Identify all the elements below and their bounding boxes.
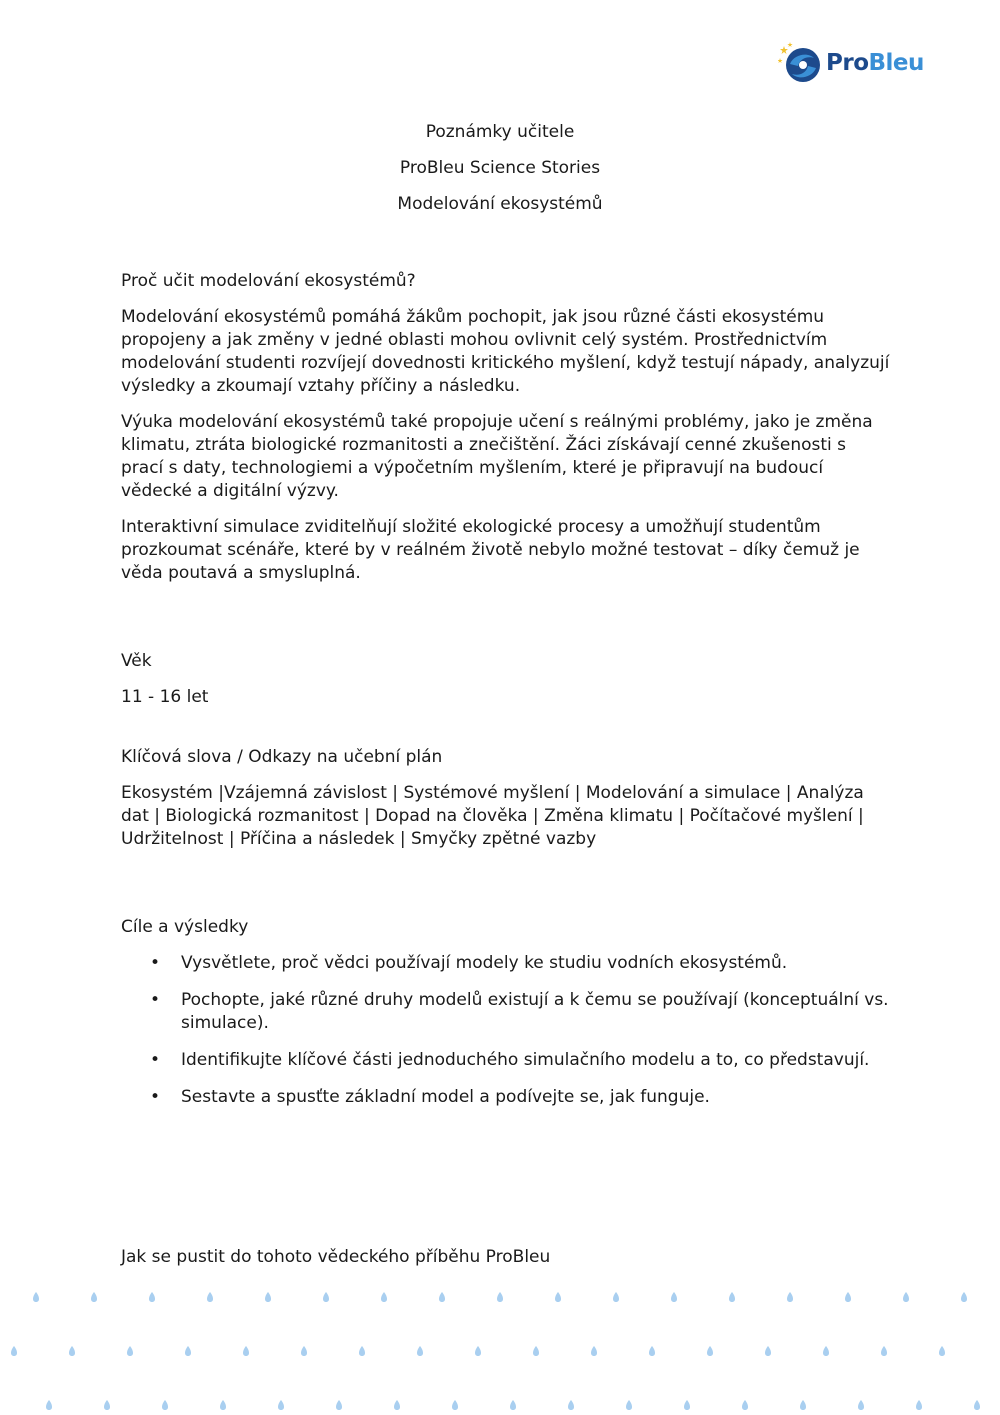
- age-heading: Věk: [121, 651, 152, 671]
- water-drop-icon: [742, 1400, 748, 1410]
- why-heading: Proč učit modelování ekosystémů?: [121, 271, 416, 291]
- water-drop-icon: [301, 1346, 307, 1356]
- water-drop-icon: [729, 1292, 735, 1302]
- water-drop-icon: [939, 1346, 945, 1356]
- why-paragraph-3: Interaktivní simulace zviditelňují složité ekologické procesy a umožňují studentům prozkoumat scénáře, které by v reálném životě nebylo možné testovat – díky čemuž je věda poutavá a smysluplná.: [121, 517, 860, 583]
- water-drop-icon: [33, 1292, 39, 1302]
- water-drop-icon: [684, 1400, 690, 1410]
- water-drop-icon: [381, 1292, 387, 1302]
- document-titles: [0, 119, 1000, 227]
- probleu-logo-text: ProBleu: [826, 50, 924, 76]
- water-drop-icon: [91, 1292, 97, 1302]
- water-drop-icon: [452, 1400, 458, 1410]
- water-drop-icon: [555, 1292, 561, 1302]
- water-drop-icon: [417, 1346, 423, 1356]
- water-drop-icon: [359, 1346, 365, 1356]
- why-paragraph-1: Modelování ekosystémů pomáhá žákům pochopit, jak jsou různé části ekosystému propojeny a jak změny v jedné oblasti mohou ovlivnit celý systém. Prostřednictvím modelování studenti rozvíjejí dovednosti kritického myšlení, když testují nápady, analyzují výsledky a zkoumají vztahy příčiny a následku.: [121, 307, 890, 396]
- list-item: • Identifikujte klíčové části jednoduchého simulačního modelu a to, co představují.: [150, 1050, 870, 1070]
- doc-title-series: ProBleu Science Stories: [399, 158, 601, 178]
- water-drop-icon: [707, 1346, 713, 1356]
- water-drop-icon: [845, 1292, 851, 1302]
- doc-title-topic: Modelování ekosystémů: [397, 194, 603, 214]
- water-drop-icon: [11, 1346, 17, 1356]
- water-drop-icon: [265, 1292, 271, 1302]
- water-drop-icon: [439, 1292, 445, 1302]
- water-drop-icon: [800, 1400, 806, 1410]
- water-drop-icon: [787, 1292, 793, 1302]
- water-drop-icon: [671, 1292, 677, 1302]
- water-drop-icon: [533, 1346, 539, 1356]
- water-drop-icon: [104, 1400, 110, 1410]
- water-drop-icon: [568, 1400, 574, 1410]
- water-drop-icon: [765, 1346, 771, 1356]
- age-value: 11 - 16 let: [121, 687, 209, 707]
- water-drop-icon: [127, 1346, 133, 1356]
- getting-started-heading: Jak se pustit do tohoto vědeckého příběhu ProBleu: [121, 1247, 551, 1267]
- water-drop-icon: [497, 1292, 503, 1302]
- water-drop-icon: [394, 1400, 400, 1410]
- list-item: • Pochopte, jaké různé druhy modelů existují a k čemu se používají (konceptuální vs. simulace).: [150, 990, 889, 1033]
- water-drop-icon: [626, 1400, 632, 1410]
- water-drop-icon: [243, 1346, 249, 1356]
- main-content: [121, 270, 891, 1123]
- water-drop-icon: [185, 1346, 191, 1356]
- water-drop-icon: [475, 1346, 481, 1356]
- list-item: • Vysvětlete, proč vědci používají modely ke studiu vodních ekosystémů.: [150, 953, 788, 973]
- water-drop-icon: [336, 1400, 342, 1410]
- water-drop-icon: [858, 1400, 864, 1410]
- keywords-text: Ekosystém |Vzájemná závislost | Systémové myšlení | Modelování a simulace | Analýza dat | Biologická rozmanitost | Dopad na člověka | Změna klimatu | Počítačové myšlení | Udržitelnost | Příčina a následek | Smyčky zpětné vazby: [121, 783, 864, 849]
- water-drop-icon: [591, 1346, 597, 1356]
- why-paragraph-2: Výuka modelování ekosystémů také propojuje učení s reálnými problémy, jako je změna klimatu, ztráta biologické rozmanitosti a znečištění. Žáci získávají cenné zkušenosti s prací s daty, technologiemi a výpočetním myšlením, které je připravují na budoucí vědecké a digitální výzvy.: [121, 412, 873, 501]
- water-drop-icon: [510, 1400, 516, 1410]
- water-drop-icon: [207, 1292, 213, 1302]
- water-drop-icon: [162, 1400, 168, 1410]
- water-drop-icon: [903, 1292, 909, 1302]
- water-drop-icon: [613, 1292, 619, 1302]
- water-drop-icon: [823, 1346, 829, 1356]
- water-drop-icon: [649, 1346, 655, 1356]
- goals-heading: Cíle a výsledky: [121, 917, 249, 937]
- decorative-water-drops: [0, 1280, 1000, 1415]
- water-drop-icon: [46, 1400, 52, 1410]
- water-drop-icon: [881, 1346, 887, 1356]
- water-drop-icon: [961, 1292, 967, 1302]
- water-drop-icon: [220, 1400, 226, 1410]
- keywords-heading: Klíčová slova / Odkazy na učební plán: [121, 747, 443, 767]
- list-item: • Sestavte a spusťte základní model a podívejte se, jak funguje.: [150, 1087, 710, 1107]
- water-drop-icon: [323, 1292, 329, 1302]
- water-drop-icon: [149, 1292, 155, 1302]
- probleu-logo: [778, 42, 928, 86]
- water-drop-icon: [974, 1400, 980, 1410]
- water-drop-icon: [916, 1400, 922, 1410]
- water-drop-icon: [278, 1400, 284, 1410]
- goals-list: [121, 952, 891, 1109]
- doc-title-teacher-notes: Poznámky učitele: [425, 122, 575, 142]
- water-drop-icon: [69, 1346, 75, 1356]
- probleu-logo-icon: [778, 42, 824, 86]
